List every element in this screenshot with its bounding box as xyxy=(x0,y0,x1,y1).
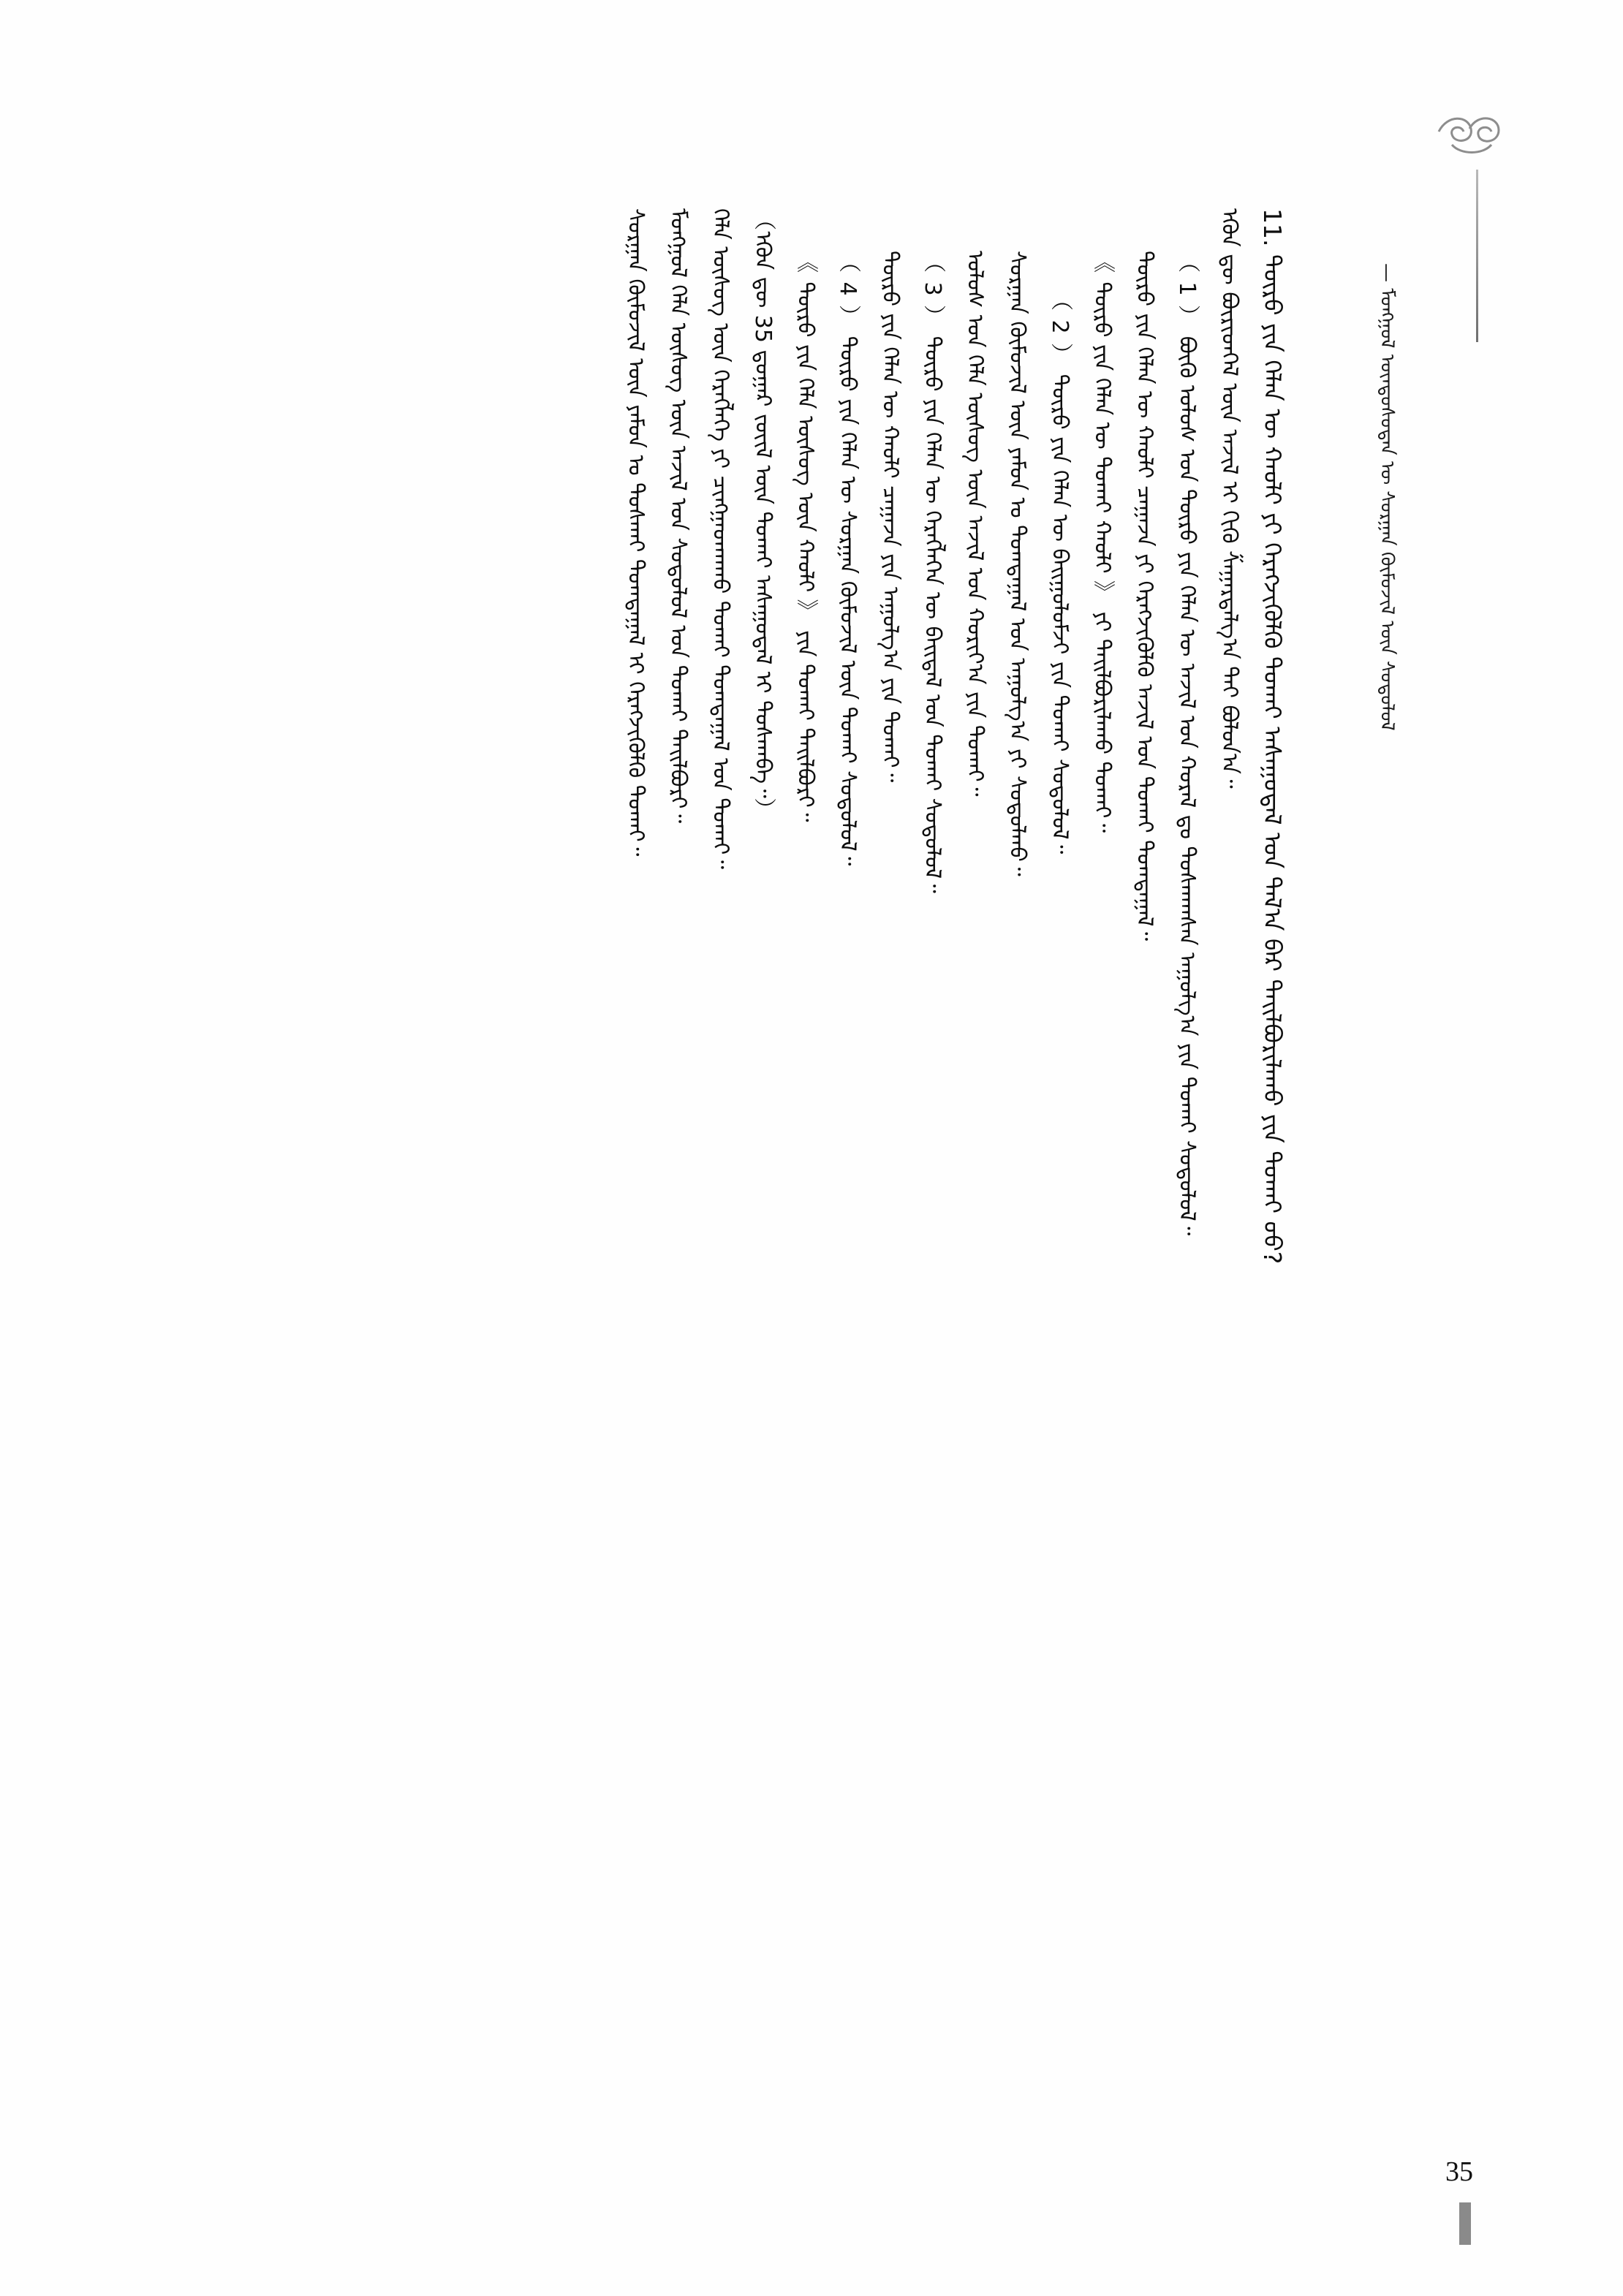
text-column: ᠮᠣᠩᠭᠣᠯ ᠬᠡᠯᠡ ᠦᠰᠦᠭ ᠦᠨ ᠠᠵᠢᠯ ᠤᠨ ᠰᠤᠳᠤᠯᠤᠯ ᠤᠨ ᠲᠤᠬᠠᠢ ᠲᠠᠢᠯᠪᠤᠷᠢ᠃ xyxy=(665,208,691,824)
text-column: （ᠡᠭᠦᠨ ᠳᠦ 35 ᠳ᠋ᠤᠭᠠᠷ ᠵᠦᠢᠯ ᠦᠨ ᠲᠤᠬᠠᠢ ᠠᠰᠠᠭᠤᠳᠠᠯ ᠢ ᠲᠤᠰᠬᠠᠪᠠ᠃） xyxy=(750,208,776,822)
text-column: ᠡᠭᠦᠨ ᠳᠦ ᠪᠦᠷᠢᠳᠬᠡᠯ ᠦᠨ ᠠᠵᠢᠯ ᠢ ᠬᠢᠬᠦ ᠱᠠᠭᠠᠷᠳᠠᠯᠭ᠎ᠠ ᠲᠠᠢ ᠪᠣᠯᠤᠨ᠎ᠠ᠃ xyxy=(1217,208,1242,789)
text-column: （ 2 ） ᠲᠥᠷᠥ ᠶᠢᠨ ᠬᠡᠯᠡᠨ ᠦ ᠪᠠᠢᠭᠤᠯᠤᠮᠵᠢ ᠶᠢᠨ ᠲᠤᠬᠠᠢ ᠰᠤᠳᠤᠯᠤᠯ᠃ xyxy=(1047,289,1072,855)
text-column: ᠰᠤᠷᠭᠠᠨ ᠬᠥᠮᠦᠵᠢᠯ ᠦᠨ ᠶᠠᠮᠤᠨ ᠤ ᠲᠣᠭᠲᠠᠭᠠᠯ ᠤᠨ ᠠᠭᠤᠯᠭ᠎ᠠ ᠶᠢ ᠰᠤᠳᠤᠯᠬᠤ᠃ xyxy=(1005,251,1030,876)
text-column: 《 ᠲᠥᠷᠥ ᠶᠢᠨ ᠬᠡᠯᠡᠨ ᠦ ᠲᠤᠬᠠᠢ ᠬᠠᠤᠯᠢ 》 ᠶᠢ ᠲᠠᠢᠯᠪᠤᠷᠢᠯᠠᠬᠤ ᠲᠤᠬᠠᠢ᠃ xyxy=(1089,251,1115,833)
text-column: （ 4 ） ᠲᠥᠷᠥ ᠶᠢᠨ ᠬᠡᠯᠡᠨ ᠦ ᠰᠤᠷᠭᠠᠨ ᠬᠥᠮᠦᠵᠢᠯ ᠦᠨ ᠲᠤᠬᠠᠢ ᠰᠤᠳᠤᠯᠤᠯ᠃ xyxy=(835,251,860,866)
footer-rule xyxy=(1459,2202,1471,2245)
header-rule xyxy=(1476,170,1478,342)
text-column: 《 ᠲᠥᠷᠥ ᠶᠢᠨ ᠬᠡᠯᠡ ᠦᠰᠦᠭ ᠦᠨ ᠬᠠᠤᠯᠢ 》 ᠶᠢᠨ ᠲᠤᠬᠠᠢ ᠲᠠᠢᠯᠪᠤᠷᠢ᠃ xyxy=(792,251,818,822)
text-column: 11. ᠲᠥᠷᠥ ᠶᠢᠨ ᠬᠡᠯᠡᠨ ᠦ ᠬᠠᠤᠯᠢ ᠶᠢ ᠬᠡᠷᠡᠭᠵᠢᠭᠦᠯᠬᠦ ᠲᠤᠬᠠᠢ ᠠᠰᠠᠭᠤᠳᠠᠯ ᠤᠨ ᠲᠠᠯ᠎ᠠ ᠪᠠᠷ ᠲᠠᠢᠯᠪᠤᠷᠢᠯᠠᠬᠤ ᠶᠢᠨ ᠲᠤᠬᠠᠢ ᠦᠦ? xyxy=(1258,208,1287,1265)
text-column: ᠰᠤᠷᠭᠠᠨ ᠬᠥᠮᠦᠵᠢᠯ ᠦᠨ ᠶᠠᠮᠤᠨ ᠤ ᠲᠤᠰᠬᠠᠢ ᠲᠣᠭᠲᠠᠭᠠᠯ ᠢ ᠬᠡᠷᠡᠭᠵᠢᠭᠦᠯᠬᠦ ᠲᠤᠬᠠᠢ᠃ xyxy=(623,208,648,857)
text-column: （ 3 ） ᠲᠥᠷᠥ ᠶᠢᠨ ᠬᠡᠯᠡᠨ ᠦ ᠬᠡᠷᠡᠭᠯᠡᠭᠡᠨ ᠦ ᠪᠠᠢᠳᠠᠯ ᠤᠨ ᠲᠤᠬᠠᠢ ᠰᠤᠳᠤᠯᠤᠯ᠃ xyxy=(920,251,945,893)
scroll-ornament xyxy=(1426,110,1513,175)
running-head: — ᠮᠣᠩᠭᠣᠯ ᠦᠨᠳᠦᠰᠦᠲᠡᠨ ᠦ ᠰᠤᠷᠭᠠᠨ ᠬᠥᠮᠦᠵᠢᠯ ᠦᠨ ᠰᠤᠳᠤᠯᠤᠯ xyxy=(1376,263,1398,731)
page-number: 35 xyxy=(1445,2156,1473,2187)
text-column: ᠲᠥᠷᠥ ᠶᠢᠨ ᠬᠡᠯᠡᠨ ᠦ ᠬᠠᠤᠯᠢ ᠴᠠᠭᠠᠵᠠ ᠶᠢᠨ ᠠᠭᠤᠯᠭ᠎ᠠ ᠶᠢᠨ ᠲᠤᠬᠠᠢ᠃ xyxy=(877,251,903,783)
body-text-area xyxy=(212,208,1309,2021)
text-column: ᠲᠥᠷᠥ ᠶᠢᠨ ᠬᠡᠯᠡᠨ ᠦ ᠬᠠᠤᠯᠢ ᠴᠠᠭᠠᠵᠠ ᠶᠢ ᠬᠡᠷᠡᠭᠵᠢᠭᠦᠯᠬᠦ ᠠᠵᠢᠯ ᠤᠨ ᠲᠤᠬᠠᠢ ᠲᠣᠭᠲᠠᠭᠠᠯ᠃ xyxy=(1132,251,1157,941)
text-column: ᠤᠯᠤᠰ ᠤᠨ ᠬᠡᠯᠡ ᠦᠰᠦᠭ ᠦᠨ ᠠᠵᠢᠯ ᠤᠨ ᠬᠣᠷᠢᠶ᠎ᠠ ᠶᠢᠨ ᠲᠤᠬᠠᠢ᠃ xyxy=(962,251,988,797)
text-column: ᠬᠡᠯᠡ ᠦᠰᠦᠭ ᠦᠨ ᠬᠡᠷᠡᠭᠯᠡᠭᠡ ᠶᠢ ᠴᠢᠩᠭᠠᠳᠬᠠᠬᠤ ᠲᠤᠬᠠᠢ ᠲᠣᠭᠲᠠᠭᠠᠯ ᠤᠨ ᠲᠤᠬᠠᠢ᠃ xyxy=(708,208,733,870)
text-column: （ 1 ） ᠪᠦᠬᠦ ᠤᠯᠤᠰ ᠤᠨ ᠲᠥᠷᠥ ᠶᠢᠨ ᠬᠡᠯᠡᠨ ᠦ ᠠᠵᠢᠯ ᠤᠨ ᠬᠤᠷᠠᠯ ᠳᠤ ᠲᠤᠰᠬᠠᠭᠰᠠᠨ ᠠᠭᠤᠯᠭ᠎ᠠ ᠶᠢᠨ ᠲᠤᠬᠠᠢ ᠰᠤᠳᠤᠯᠤᠯ᠃ xyxy=(1174,251,1200,1236)
